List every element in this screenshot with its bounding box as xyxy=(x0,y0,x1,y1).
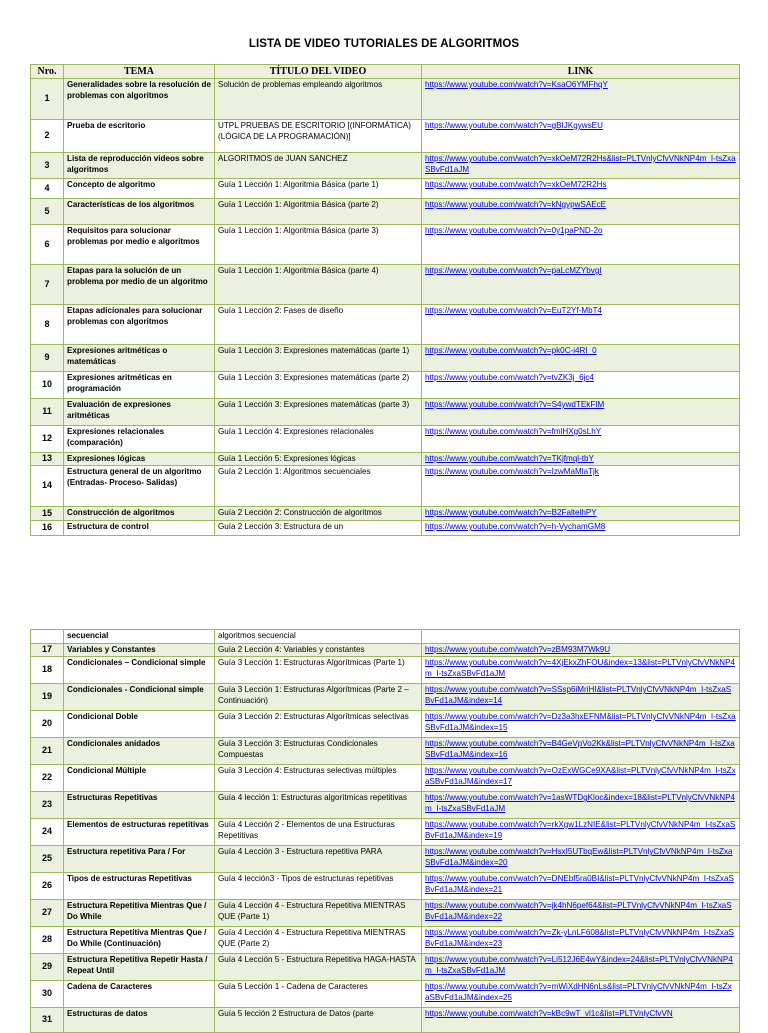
video-link[interactable]: https://www.youtube.com/watch?v=IzwMaMlaTjk xyxy=(425,467,599,476)
video-link[interactable]: https://www.youtube.com/watch?v=kNgypwSAEcE xyxy=(425,200,607,209)
video-link[interactable]: https://www.youtube.com/watch?v=h-VychamGM8 xyxy=(425,522,606,531)
row-topic: Construcción de algoritmos xyxy=(64,507,215,521)
video-table-page-1 xyxy=(30,64,740,536)
table-row xyxy=(31,792,740,819)
row-link-cell xyxy=(422,927,740,954)
video-link[interactable]: https://www.youtube.com/watch?v=SSsp6iMriHI&list=PLTVnlyCfvVNkNP4m_I-tsZxaSBvFd1aJM&index=14 xyxy=(425,685,732,706)
row-link-cell xyxy=(422,792,740,819)
row-number: 10 xyxy=(31,372,64,399)
video-link[interactable]: https://www.youtube.com/watch?v=fmlHXg0sLhY xyxy=(425,427,602,436)
row-link-cell xyxy=(422,846,740,873)
row-topic: Lista de reproducción videos sobre algoritmos xyxy=(64,153,215,179)
row-link-cell xyxy=(422,684,740,711)
row-number: 5 xyxy=(31,199,64,225)
table-row xyxy=(31,711,740,738)
row-link-cell xyxy=(422,954,740,981)
table-row xyxy=(31,225,740,265)
video-link[interactable]: https://www.youtube.com/watch?v=OzExWGCe9XA&list=PLTVnlyCfvVNkNP4m_I-tsZxaSBvFd1aJM&index=17 xyxy=(425,766,736,787)
row-topic: Condicional Doble xyxy=(64,711,215,738)
row-number: 20 xyxy=(31,711,64,738)
video-link[interactable]: https://www.youtube.com/watch?v=HsxI5UTbqEw&list=PLTVnlyCfvVNkNP4m_I-tsZxaSBvFd1aJM&index=20 xyxy=(425,847,733,868)
table-row xyxy=(31,981,740,1008)
row-topic: Estructuras Repetitivas xyxy=(64,792,215,819)
row-number: 15 xyxy=(31,507,64,521)
row-topic: Cadena de Caracteres xyxy=(64,981,215,1008)
table-row xyxy=(31,120,740,153)
row-video-title: Guía 1 Lección 1: Algoritmia Básica (parte 3) xyxy=(215,225,422,265)
row-video-title: Guía 1 Lección 3: Expresiones matemáticas (parte 3) xyxy=(215,399,422,426)
row-video-title: Guía 4 lección 1: Estructuras algorítmicas repetitivas xyxy=(215,792,422,819)
video-link[interactable]: https://www.youtube.com/watch?v=0y1paPND-2o xyxy=(425,226,603,235)
table-row xyxy=(31,927,740,954)
video-link[interactable]: https://www.youtube.com/watch?v=Zk-yLnLF608&list=PLTVnlyCfvVNkNP4m_I-tsZxaSBvFd1aJM&index=23 xyxy=(425,928,734,949)
table-row xyxy=(31,265,740,305)
row-video-title: Guía 1 Lección 1: Algoritmia Básica (parte 4) xyxy=(215,265,422,305)
document-title: LISTA DE VIDEO TUTORIALES DE ALGORITMOS xyxy=(248,38,520,50)
row-topic: Variables y Constantes xyxy=(64,644,215,657)
row-link-cell xyxy=(422,521,740,536)
row-video-title: Guía 4 Lección 2 - Elementos de una Estructuras Repetitivas xyxy=(215,819,422,846)
row-topic: Expresiones aritméticas en programación xyxy=(64,372,215,399)
row-number: 2 xyxy=(31,120,64,153)
row-topic: Estructura Repetitiva Mientras Que / Do While xyxy=(64,900,215,927)
row-link-cell xyxy=(422,399,740,426)
row-topic: Prueba de escritorio xyxy=(64,120,215,153)
video-link[interactable]: https://www.youtube.com/watch?v=Dz3a3hxEFNM&list=PLTVnlyCfvVNkNP4m_I-tsZxaSBvFd1aJM&index=15 xyxy=(425,712,736,733)
header-link: LINK xyxy=(422,65,740,79)
row-topic: Etapas para la solución de un problema por medio de un algoritmo xyxy=(64,265,215,305)
video-link[interactable]: https://www.youtube.com/watch?v=gBIJKgywsEU xyxy=(425,121,603,130)
table-row xyxy=(31,79,740,120)
table-row xyxy=(31,507,740,521)
video-link[interactable]: https://www.youtube.com/watch?v=4XjEkxZhFOU&index=13&list=PLTVnlyCfvVNkNP4m_I-tsZxaSBvFd1aJM xyxy=(425,658,736,679)
row-topic: Requisitos para solucionar problemas por medio e algoritmos xyxy=(64,225,215,265)
video-link[interactable]: https://www.youtube.com/watch?v=mWiXdHN6nLs&list=PLTVnlyCfvVNkNP4m_I-tsZxaSBvFd1aJM&index=25 xyxy=(425,982,732,1003)
video-link[interactable]: https://www.youtube.com/watch?v=xkOeM72R2Hs xyxy=(425,180,607,189)
table-row xyxy=(31,466,740,507)
row-link-cell xyxy=(422,1008,740,1033)
row-link-cell xyxy=(422,345,740,372)
row-link-cell xyxy=(422,305,740,345)
row-number: 1 xyxy=(31,79,64,120)
row-number: 6 xyxy=(31,225,64,265)
video-link[interactable]: https://www.youtube.com/watch?v=zBM93M7Wk9U xyxy=(425,645,611,654)
row-video-title: Guía 3 Lección 2: Estructuras Algorítmicas selectivas xyxy=(215,711,422,738)
table-row xyxy=(31,521,740,536)
row-link-cell xyxy=(422,265,740,305)
row-topic: Características de los algoritmos xyxy=(64,199,215,225)
video-link[interactable]: https://www.youtube.com/watch?v=DNEbf5ra0BI&list=PLTVnlyCfvVNkNP4m_I-tsZxaSBvFd1aJM&index=21 xyxy=(425,874,734,895)
video-link[interactable]: https://www.youtube.com/watch?v=EuT2Yf-MbT4 xyxy=(425,306,603,315)
row-video-title: Guía 3 Lección 3: Estructuras Condicionales Compuestas xyxy=(215,738,422,765)
row-video-title: Guía 4 lección3 - Tipos de estructuras repetitivas xyxy=(215,873,422,900)
table-row xyxy=(31,684,740,711)
row-number: 11 xyxy=(31,399,64,426)
row-video-title: algoritmos secuencial xyxy=(215,630,422,644)
video-link[interactable]: https://www.youtube.com/watch?v=kBc9wT_vl1c&list=PLTVnlyCfvVN xyxy=(425,1009,673,1018)
row-topic: Tipos de estructuras Repetitivas xyxy=(64,873,215,900)
row-link-cell xyxy=(422,79,740,120)
video-link[interactable]: https://www.youtube.com/watch?v=B2FaltelhPY xyxy=(425,508,597,517)
row-video-title: Guía 5 Lección 1 - Cadena de Caracteres xyxy=(215,981,422,1008)
table-row xyxy=(31,765,740,792)
row-number: 28 xyxy=(31,927,64,954)
row-video-title: Guía 5 lección 2 Estructura de Datos (parte xyxy=(215,1008,422,1033)
row-link-cell xyxy=(422,179,740,199)
row-link-cell xyxy=(422,738,740,765)
row-topic: Expresiones relacionales (comparación) xyxy=(64,426,215,453)
row-number: 21 xyxy=(31,738,64,765)
table-row xyxy=(31,179,740,199)
row-video-title: Guía 2 Lección 2: Construcción de algoritmos xyxy=(215,507,422,521)
row-link-cell xyxy=(422,765,740,792)
row-video-title: UTPL PRUEBAS DE ESCRITORIO [(INFORMÁTICA)(LÓGICA DE LA PROGRAMACIÓN)] xyxy=(215,120,422,153)
table-row xyxy=(31,738,740,765)
row-video-title: Guía 2 Lección 3: Estructura de un xyxy=(215,521,422,536)
row-number: 7 xyxy=(31,265,64,305)
row-link-cell xyxy=(422,657,740,684)
row-number: 14 xyxy=(31,466,64,507)
table-row xyxy=(31,153,740,179)
table-header-row xyxy=(31,65,740,79)
row-topic: Estructura repetitiva Para / For xyxy=(64,846,215,873)
row-number: 24 xyxy=(31,819,64,846)
row-number: 13 xyxy=(31,453,64,466)
video-table-page-2 xyxy=(30,629,740,1033)
row-link-cell xyxy=(422,900,740,927)
row-link-cell xyxy=(422,120,740,153)
table-row xyxy=(31,900,740,927)
row-link-cell xyxy=(422,711,740,738)
row-video-title: Guía 1 Lección 5: Expresiones lógicas xyxy=(215,453,422,466)
row-link-cell xyxy=(422,426,740,453)
row-link-cell xyxy=(422,630,740,644)
row-video-title: Guía 4 Lección 4 - Estructura Repetitiva MIENTRAS QUE (Parte 2) xyxy=(215,927,422,954)
table-row xyxy=(31,819,740,846)
row-link-cell xyxy=(422,199,740,225)
table-row xyxy=(31,453,740,466)
table-row xyxy=(31,644,740,657)
row-topic: Elementos de estructuras repetitivas xyxy=(64,819,215,846)
video-link[interactable]: https://www.youtube.com/watch?v=pk0C-i4RI_0 xyxy=(425,346,597,355)
row-number: 12 xyxy=(31,426,64,453)
row-topic: Condicionales anidados xyxy=(64,738,215,765)
video-link[interactable]: https://www.youtube.com/watch?v=1asWTDgKloc&index=18&list=PLTVnlyCfvVNkNP4m_I-tsZxaSBvFd1aJM xyxy=(425,793,736,814)
row-video-title: Guía 2 Lección 4: Variables y constantes xyxy=(215,644,422,657)
header-titulo: TÍTULO DEL VIDEO xyxy=(215,65,422,79)
table-row xyxy=(31,1008,740,1033)
table-row xyxy=(31,954,740,981)
row-link-cell xyxy=(422,225,740,265)
table-row xyxy=(31,657,740,684)
row-topic: Expresiones lógicas xyxy=(64,453,215,466)
row-video-title: Guía 1 Lección 1: Algoritmia Básica (parte 2) xyxy=(215,199,422,225)
row-link-cell xyxy=(422,819,740,846)
table-row xyxy=(31,372,740,399)
row-number: 3 xyxy=(31,153,64,179)
row-topic: Estructura Repetitiva Mientras Que / Do While (Continuación) xyxy=(64,927,215,954)
row-topic: Estructuras de datos xyxy=(64,1008,215,1033)
row-number xyxy=(31,630,64,644)
row-topic: Estructura de control xyxy=(64,521,215,536)
table-row xyxy=(31,873,740,900)
row-topic: Condicionales – Condicional simple xyxy=(64,657,215,684)
row-number: 29 xyxy=(31,954,64,981)
video-link[interactable]: https://www.youtube.com/watch?v=xkOeM72R2Hs&list=PLTVnlyCfvVNkNP4m_I-tsZxaSBvFd1aJM xyxy=(425,154,736,175)
video-link[interactable]: https://www.youtube.com/watch?v=B4GeVpVo2Kk&list=PLTVnlyCfvVNkNP4m_I-tsZxaSBvFd1aJM&index=16 xyxy=(425,739,735,760)
row-video-title: Guía 3 Lección 1: Estructuras Algorítmicas (Parte 1) xyxy=(215,657,422,684)
row-link-cell xyxy=(422,453,740,466)
row-number: 25 xyxy=(31,846,64,873)
row-number: 9 xyxy=(31,345,64,372)
row-video-title: Guía 4 Lección 4 - Estructura Repetitiva MIENTRAS QUE (Parte 1) xyxy=(215,900,422,927)
table-row xyxy=(31,426,740,453)
row-topic: Evaluación de expresiones aritméticas xyxy=(64,399,215,426)
row-number: 8 xyxy=(31,305,64,345)
row-number: 22 xyxy=(31,765,64,792)
row-number: 16 xyxy=(31,521,64,536)
header-tema: TEMA xyxy=(64,65,215,79)
row-topic: Estructura Repetitiva Repetir Hasta / Repeat Until xyxy=(64,954,215,981)
table-row xyxy=(31,199,740,225)
row-number: 26 xyxy=(31,873,64,900)
row-video-title: Guía 3 Lección 1: Estructuras Algorítmicas (Parte 2 – Continuación) xyxy=(215,684,422,711)
video-link[interactable]: https://www.youtube.com/watch?v=jk4hN6pef64&list=PLTVnlyCfvVNkNP4m_I-tsZxaSBvFd1aJM&index=22 xyxy=(425,901,732,922)
row-video-title: Guía 4 Lección 3 - Estructura repetitiva PARA xyxy=(215,846,422,873)
video-link[interactable]: https://www.youtube.com/watch?v=S4ywdTEkFIM xyxy=(425,400,605,409)
video-link[interactable]: https://www.youtube.com/watch?v=KsaO6YMFhqY xyxy=(425,80,608,89)
row-link-cell xyxy=(422,372,740,399)
row-link-cell xyxy=(422,981,740,1008)
row-video-title: Guía 4 Lección 5 - Estructura Repetitiva HAGA-HASTA xyxy=(215,954,422,981)
row-video-title: Guía 3 Lección 4: Estructuras selectivas múltiples xyxy=(215,765,422,792)
row-video-title: Guía 1 Lección 1: Algoritmia Básica (parte 1) xyxy=(215,179,422,199)
video-link[interactable]: https://www.youtube.com/watch?v=tvZK3j_6jc4 xyxy=(425,373,594,382)
row-number: 27 xyxy=(31,900,64,927)
row-number: 23 xyxy=(31,792,64,819)
row-topic: Estructura general de un algoritmo (Entradas- Proceso- Salidas) xyxy=(64,466,215,507)
row-video-title: Guía 2 Lección 1: Algoritmos secuenciales xyxy=(215,466,422,507)
row-link-cell xyxy=(422,644,740,657)
table-row xyxy=(31,399,740,426)
row-link-cell xyxy=(422,466,740,507)
row-video-title: ALGORITMOS de JUAN SANCHEZ xyxy=(215,153,422,179)
row-topic: Expresiones aritméticas o matemáticas xyxy=(64,345,215,372)
row-number: 31 xyxy=(31,1008,64,1033)
row-link-cell xyxy=(422,507,740,521)
row-link-cell xyxy=(422,873,740,900)
row-video-title: Guía 1 Lección 2: Fases de diseño xyxy=(215,305,422,345)
table-row xyxy=(31,846,740,873)
row-topic: Generalidades sobre la resolución de problemas con algoritmos xyxy=(64,79,215,120)
row-topic: secuencial xyxy=(64,630,215,644)
row-link-cell xyxy=(422,153,740,179)
row-topic: Condicional Múltiple xyxy=(64,765,215,792)
row-topic: Concepto de algoritmo xyxy=(64,179,215,199)
row-number: 4 xyxy=(31,179,64,199)
row-topic: Condicionales - Condicional simple xyxy=(64,684,215,711)
header-nro: Nro. xyxy=(31,65,64,79)
row-number: 18 xyxy=(31,657,64,684)
row-video-title: Solución de problemas empleando algoritmos xyxy=(215,79,422,120)
video-link[interactable]: https://www.youtube.com/watch?v=Li512J6E4wY&index=24&list=PLTVnlyCfvVNkNP4m_I-tsZxaSBvFd1aJM xyxy=(425,955,733,976)
table-row xyxy=(31,305,740,345)
table-row xyxy=(31,345,740,372)
row-topic: Etapas adicionales para solucionar problemas con algoritmos xyxy=(64,305,215,345)
row-number: 30 xyxy=(31,981,64,1008)
row-number: 17 xyxy=(31,644,64,657)
table-row xyxy=(31,630,740,644)
video-link[interactable]: https://www.youtube.com/watch?v=paLcMZYbvgI xyxy=(425,266,602,275)
row-video-title: Guía 1 Lección 3: Expresiones matemáticas (parte 1) xyxy=(215,345,422,372)
video-link[interactable]: https://www.youtube.com/watch?v=rkXgw1LzNIE&list=PLTVnlyCfvVNkNP4m_I-tsZxaSBvFd1aJM&index=19 xyxy=(425,820,736,841)
row-video-title: Guía 1 Lección 3: Expresiones matemáticas (parte 2) xyxy=(215,372,422,399)
row-number: 19 xyxy=(31,684,64,711)
video-link[interactable]: https://www.youtube.com/watch?v=TKjfmql-tbY xyxy=(425,454,594,463)
row-video-title: Guía 1 Lección 4: Expresiones relacionales xyxy=(215,426,422,453)
